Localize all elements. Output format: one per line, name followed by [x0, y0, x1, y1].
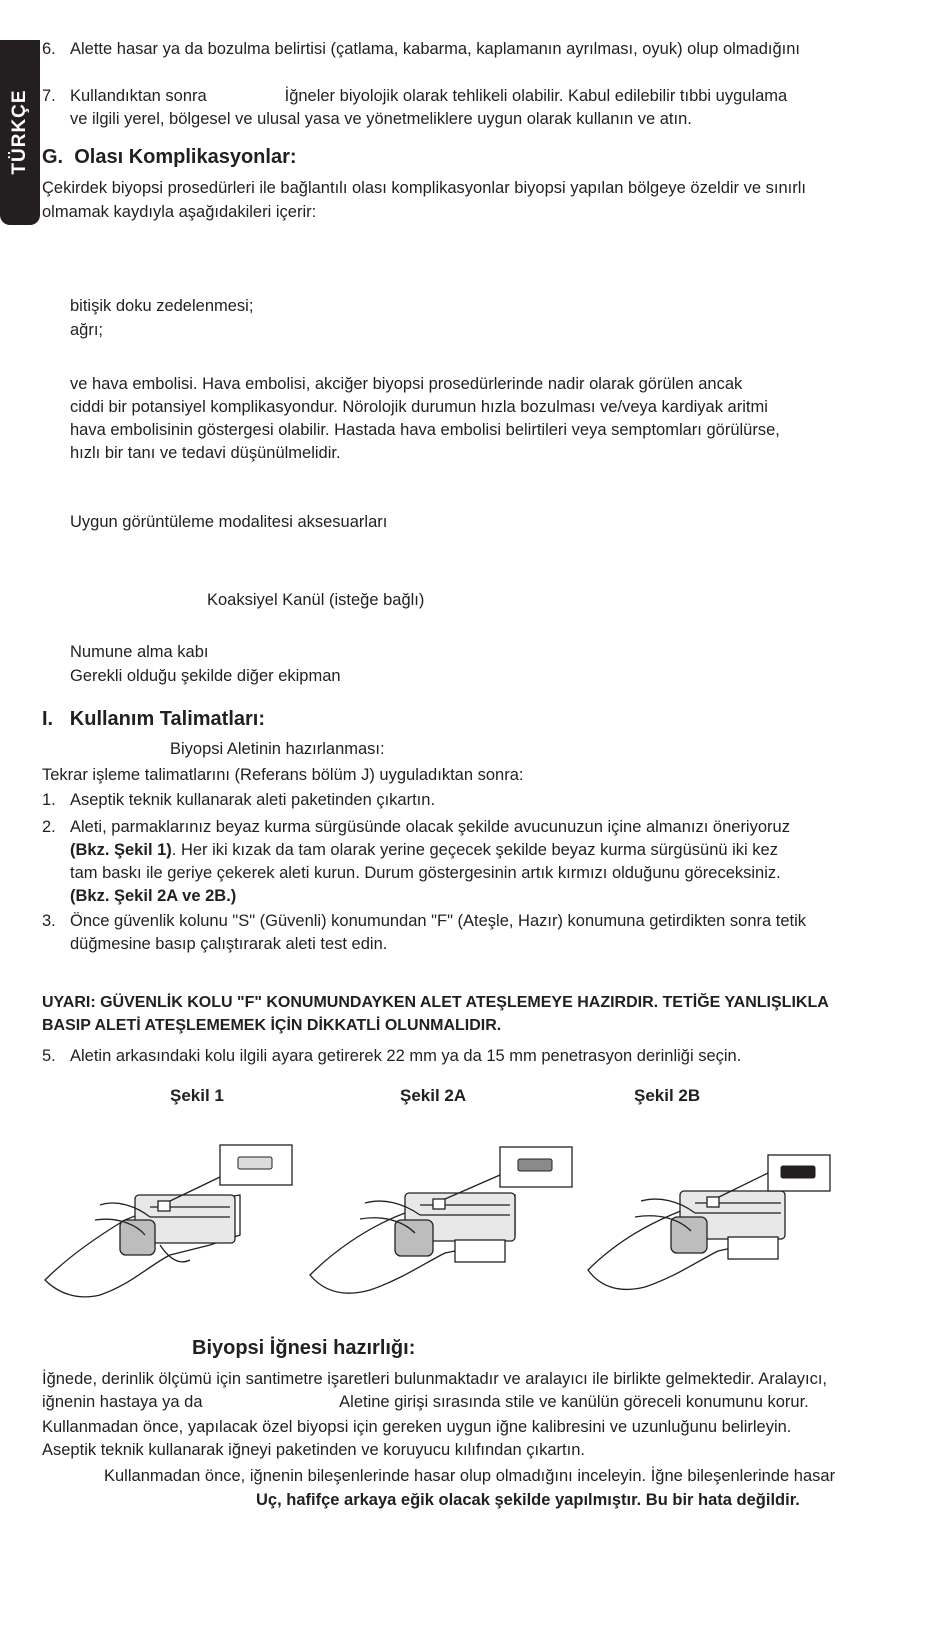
figure-title: Şekil 1 — [170, 1086, 224, 1105]
figure-reference: (Bkz. Şekil 1) — [70, 841, 172, 859]
paragraph-line: ve hava embolisi. Hava embolisi, akciğer biyopsi prosedürlerinde nadir olarak görülen ancak — [70, 375, 743, 393]
section-heading: G. Olası Komplikasyonlar: — [42, 146, 297, 168]
figure-2a-illustration — [305, 1135, 575, 1305]
section-heading: I. Kullanım Talimatları: — [42, 708, 266, 730]
status-indicator — [781, 1166, 815, 1178]
list-item-text: Kullandıktan sonra İğneler biyolojik olarak tehlikeli olabilir. Kabul edilebilir tıbbi uygulama — [70, 87, 788, 105]
note-bold: Uç, hafifçe arkaya eğik olacak şekilde yapılmıştır. Bu bir hata değildir. — [256, 1491, 800, 1509]
subheading: Biyopsi Aletinin hazırlanması: — [170, 740, 385, 758]
list-item-text: Aseptik teknik kullanarak aleti paketinden çıkartın. — [70, 791, 436, 809]
list-number: 6. — [42, 40, 56, 58]
paragraph-line: ciddi bir potansiyel komplikasyondur. Nörolojik durumun hızla bozulması ve/veya kardiyak aritmi — [70, 398, 768, 416]
paragraph-line: İğnede, derinlik ölçümü için santimetre işaretleri bulunmaktadır ve aralayıcı ile birlikte gelmektedir. Aralayıcı, — [42, 1370, 828, 1388]
paragraph-line: Çekirdek biyopsi prosedürleri ile bağlantılı olası komplikasyonlar biyopsi yapılan bölgeye özeldir ve sınırlı — [42, 179, 806, 197]
status-indicator — [518, 1159, 552, 1171]
list-item-text: ve ilgili yerel, bölgesel ve ulusal yasa ve yönetmeliklere uygun olarak kullanın ve atın. — [70, 110, 692, 128]
paragraph-line: Aseptik teknik kullanarak iğneyi paketinden ve koruyucu kılıfından çıkartın. — [42, 1441, 585, 1459]
figure-title: Şekil 2A — [400, 1086, 467, 1105]
list-item-text: tam baskı ile geriye çekerek aleti kurun. Durum göstergesinin artık kırmızı olduğunu göreceksiniz. — [70, 864, 781, 882]
language-tab — [0, 40, 40, 225]
figure-2b-illustration — [583, 1135, 843, 1305]
warning-text: UYARI: GÜVENLİK KOLU "F" KONUMUNDAYKEN ALET ATEŞLEMEYE HAZIRDIR. TETİĞE YANLIŞLIKLA — [42, 994, 829, 1011]
list-item: Gerekli olduğu şekilde diğer ekipman — [70, 667, 341, 685]
paragraph-line: hızlı bir tanı ve tedavi düşünülmelidir. — [70, 444, 341, 462]
list-item-text: Alette hasar ya da bozulma belirtisi (çatlama, kabarma, kaplamanın ayrılması, oyuk) olup olmadığını — [70, 40, 801, 58]
paragraph-line: hava embolisinin göstergesi olabilir. Hastada hava embolisi belirtileri veya semptomları görülürse, — [70, 421, 780, 439]
list-item: Uygun görüntüleme modalitesi aksesuarları — [70, 513, 388, 531]
paragraph-line: olmamak kaydıyla aşağıdakileri içerir: — [42, 203, 317, 221]
figure-title: Şekil 2B — [634, 1086, 701, 1105]
list-item: ağrı; — [70, 321, 104, 339]
list-number: 7. — [42, 87, 56, 105]
list-item-text-rest: . Her iki kızak da tam olarak yerine geçecek şekilde beyaz kurma sürgüsünü iki kez — [171, 841, 778, 859]
paragraph-line: Kullanmadan önce, yapılacak özel biyopsi için gereken uygun iğne kalibresini ve uzunluğunu belirleyin. — [42, 1418, 792, 1436]
figure-1-illustration — [40, 1135, 300, 1305]
list-item-text: Aletin arkasındaki kolu ilgili ayara getirerek 22 mm ya da 15 mm penetrasyon derinliği seçin. — [70, 1047, 742, 1065]
warning-text: BASIP ALETİ ATEŞLEMEMEK İÇİN DİKKATLİ OLUNMALIDIR. — [42, 1017, 502, 1034]
list-number: 2. — [42, 818, 56, 836]
list-number: 1. — [42, 791, 56, 809]
language-tab-label: TÜRKÇE — [9, 89, 30, 175]
paragraph-line: Kullanmadan önce, iğnenin bileşenlerinde hasar olup olmadığını inceleyin. İğne bileşenlerinde hasar — [104, 1467, 836, 1485]
status-indicator — [238, 1157, 272, 1169]
list-item: Numune alma kabı — [70, 643, 209, 661]
list-number: 3. — [42, 912, 56, 930]
list-item-text: Önce güvenlik kolunu "S" (Güvenli) konumundan "F" (Ateşle, Hazır) konumuna getirdikten sonra tetik — [70, 912, 807, 930]
paragraph-line: Tekrar işleme talimatlarını (Referans bölüm J) uyguladıktan sonra: — [42, 766, 524, 784]
list-item-text: düğmesine basıp çalıştırarak aleti test edin. — [70, 935, 388, 953]
list-item-text — [70, 838, 778, 862]
list-item-text: Aleti, parmaklarınız beyaz kurma sürgüsünde olacak şekilde avucunuzun içine almanızı öneriyoruz — [70, 818, 790, 836]
paragraph-line: iğnenin hastaya ya da Aletine girişi sırasında stile ve kanülün göreceli konumunu korur. — [42, 1393, 809, 1411]
list-item: Koaksiyel Kanül (isteğe bağlı) — [207, 591, 425, 609]
section-heading: Biyopsi İğnesi hazırlığı: — [192, 1337, 416, 1359]
list-item: bitişik doku zedelenmesi; — [70, 297, 254, 315]
list-number: 5. — [42, 1047, 56, 1065]
figure-reference: (Bkz. Şekil 2A ve 2B.) — [70, 887, 237, 905]
